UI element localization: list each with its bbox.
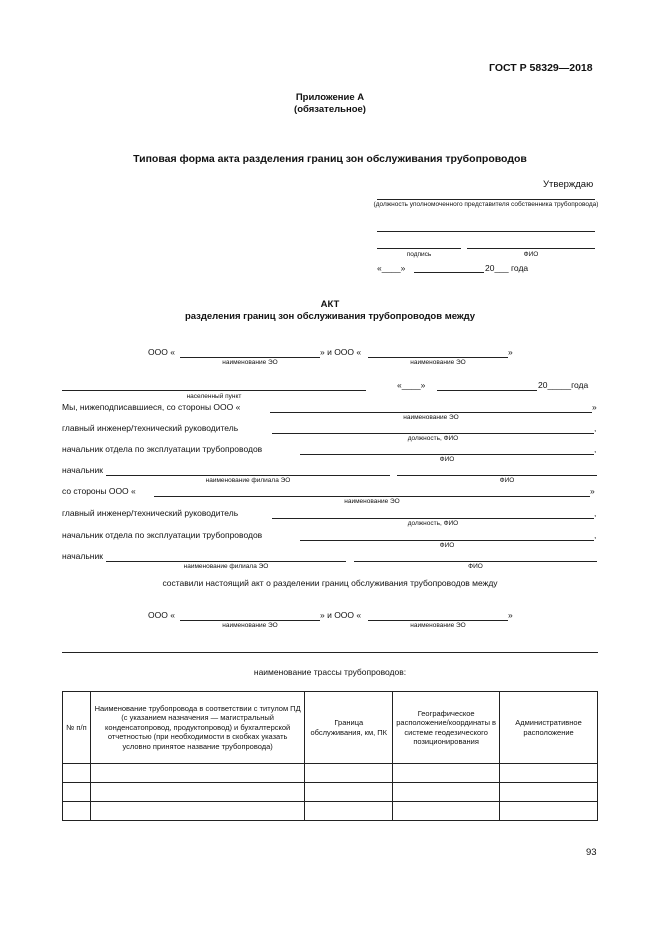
chief-engineer-label-1: главный инженер/технический руководитель [62,423,239,433]
pipeline-table [62,691,598,821]
form-title: Типовая форма акта разделения границ зон обслуживания трубопроводов [133,153,527,165]
header-admin-location: Административное расположение [500,692,598,764]
table-cell[interactable] [90,802,304,821]
act-title: АКТ [320,299,340,310]
head-branch-caption-2: наименование филиала ЭО [183,563,269,570]
head-ops-line-2[interactable] [300,540,594,541]
table-cell[interactable] [90,783,304,802]
signature-caption: подпись [406,251,432,258]
table-cell[interactable] [63,802,91,821]
chief-engineer-caption-1: должность, ФИО [407,435,459,442]
party2-close: » [508,347,513,357]
side2-org-line[interactable] [154,496,590,497]
chief-engineer-line-1[interactable] [272,433,594,434]
head-ops-label-1: начальник отдела по эксплуатации трубопроводов [62,444,263,454]
head-branch-line-2[interactable] [106,561,346,562]
head-fio-caption-1: ФИО [499,477,515,484]
header-pipeline-name: Наименование трубопровода в соответствии с титулом ПД (с указанием назначения — магистральный конденсатопровод, продуктопровод) и бухгалтерской отчетностью (при необходимости в скобках указать условно принятое название трубопровода) [90,692,304,764]
header-geo-location: Географическое расположение/координаты в системе геодезического позиционирования [393,692,500,764]
side1-close: » [592,402,597,412]
side2-org-caption: наименование ЭО [344,498,400,505]
table-row [63,802,598,821]
head-fio-line-1[interactable] [397,475,597,476]
act-date-month-line[interactable] [437,390,537,391]
approval-date-month-line[interactable] [414,272,484,273]
side2-close: » [590,486,595,496]
party2-name-line[interactable] [368,357,508,358]
party2-caption: наименование ЭО [410,359,466,366]
compiled-statement: составили настоящий акт о разделении границ обслуживания трубопроводов между [162,578,498,588]
standard-number: ГОСТ Р 58329—2018 [489,62,593,74]
separator-line [62,652,598,653]
route-name-label: наименование трассы трубопроводов: [253,667,407,677]
act-date-year[interactable]: 20_____года [538,380,589,390]
table-cell[interactable] [500,783,598,802]
act-subtitle: разделения границ зон обслуживания трубопроводов между [184,311,476,322]
approver-position-caption: (должность уполномоченного представителя собственника трубопровода) [373,201,599,208]
chief-engineer-line-2[interactable] [272,518,594,519]
approver-name-line[interactable] [467,248,595,249]
table-cell[interactable] [305,783,393,802]
table-cell[interactable] [500,802,598,821]
party1-prefix: ООО « [148,347,175,357]
party3-caption: наименование ЭО [222,622,278,629]
head-ops-label-2: начальник отдела по эксплуатации трубопроводов [62,530,263,540]
party1-name-line[interactable] [180,357,320,358]
head-ops-line-1[interactable] [300,454,594,455]
name-caption: ФИО [523,251,539,258]
appendix-title: Приложение А [295,92,365,103]
approver-extra-line[interactable] [377,231,595,232]
party1-caption: наименование ЭО [222,359,278,366]
undersigned-label: Мы, нижеподписавшиеся, со стороны ООО « [62,402,241,412]
chief-engineer-comma-1: , [594,423,597,433]
header-boundary: Граница обслуживания, км, ПК [305,692,393,764]
header-number: № п/п [63,692,91,764]
table-cell[interactable] [305,802,393,821]
approve-label: Утверждаю [543,179,594,190]
chief-engineer-caption-2: должность, ФИО [407,520,459,527]
head-fio-caption-2: ФИО [468,563,483,570]
party-and-label: » и ООО « [320,347,362,357]
approval-date-year[interactable]: 20___ года [485,263,529,273]
chief-engineer-label-2: главный инженер/технический руководитель [62,508,239,518]
side1-org-caption: наименование ЭО [403,414,459,421]
locality-line[interactable] [62,390,366,391]
approver-signature-line[interactable] [377,248,461,249]
table-cell[interactable] [63,764,91,783]
page-number: 93 [586,847,597,858]
approval-date-day[interactable]: «____» [377,263,406,273]
head-label-1: начальник [62,465,103,475]
appendix-status: (обязательное) [294,104,366,115]
table-cell[interactable] [393,764,500,783]
head-ops-comma-1: , [594,444,597,454]
table-cell[interactable] [90,764,304,783]
table-header-row [63,692,598,764]
side1-org-line[interactable] [270,412,592,413]
table-cell[interactable] [305,764,393,783]
party4-caption: наименование ЭО [410,622,466,629]
chief-engineer-comma-2: , [594,508,597,518]
locality-caption: населенный пункт [186,393,242,400]
table-cell[interactable] [393,783,500,802]
party-and-label-2: » и ООО « [320,610,362,620]
head-ops-comma-2: , [594,530,597,540]
party3-prefix: ООО « [148,610,175,620]
act-date-day[interactable]: «____» [397,380,426,390]
head-ops-caption-2: ФИО [439,542,455,549]
approver-position-line[interactable] [377,199,595,200]
table-cell[interactable] [393,802,500,821]
head-branch-line-1[interactable] [106,475,390,476]
head-ops-caption-1: ФИО [439,456,455,463]
table-row [63,764,598,783]
head-label-2: начальник [62,551,103,561]
table-row [63,783,598,802]
head-branch-caption-1: наименование филиала ЭО [205,477,291,484]
from-side-label: со стороны ООО « [62,486,136,496]
party4-name-line[interactable] [368,620,508,621]
table-cell[interactable] [63,783,91,802]
table-cell[interactable] [500,764,598,783]
head-fio-line-2[interactable] [354,561,597,562]
party4-close: » [508,610,513,620]
party3-name-line[interactable] [180,620,320,621]
